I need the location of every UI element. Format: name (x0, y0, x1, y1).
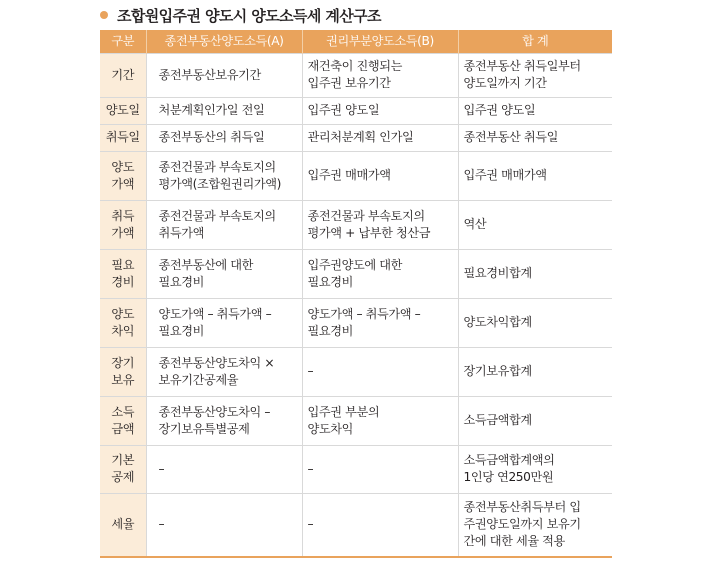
page-title: 조합원입주권 양도시 양도소득세 계산구조 (117, 6, 381, 25)
table-header-row (100, 30, 612, 53)
cell-rights: 관리처분계획 인가일 (302, 124, 458, 151)
cell-rights: 양도가액 – 취득가액 – 필요경비 (302, 298, 458, 347)
table-row (100, 124, 612, 151)
table-row (100, 396, 612, 445)
row-label: 양도 가액 (100, 151, 146, 200)
table-row (100, 53, 612, 97)
row-label: 소득 금액 (100, 396, 146, 445)
cell-total: 종전부동산취득부터 입 주권양도일까지 보유기 간에 대한 세율 적용 (458, 493, 612, 557)
row-label: 필요 경비 (100, 249, 146, 298)
header-rights-gain: 권리부분양도소득(B) (302, 30, 458, 53)
table-row (100, 493, 612, 557)
row-label: 장기 보유 (100, 347, 146, 396)
table-row (100, 97, 612, 124)
table-row (100, 298, 612, 347)
cell-existing: 종전건물과 부속토지의 평가액(조합원권리가액) (146, 151, 302, 200)
cell-existing: – (146, 493, 302, 557)
cell-existing: 종전건물과 부속토지의 취득가액 (146, 200, 302, 249)
cell-existing: 양도가액 – 취득가액 – 필요경비 (146, 298, 302, 347)
cell-existing: – (146, 445, 302, 493)
row-label: 기본 공제 (100, 445, 146, 493)
cell-rights: 입주권 매매가액 (302, 151, 458, 200)
cell-total: 종전부동산 취득일 (458, 124, 612, 151)
cell-rights: 입주권 부분의 양도차익 (302, 396, 458, 445)
cell-total: 양도차익합계 (458, 298, 612, 347)
cell-existing: 종전부동산양도차익 – 장기보유특별공제 (146, 396, 302, 445)
cell-rights: 입주권양도에 대한 필요경비 (302, 249, 458, 298)
table-row (100, 249, 612, 298)
header-category: 구분 (100, 30, 146, 53)
cell-total: 입주권 양도일 (458, 97, 612, 124)
cell-rights: – (302, 493, 458, 557)
cell-existing: 종전부동산양도차익 × 보유기간공제율 (146, 347, 302, 396)
cell-total: 소득금액합계액의 1인당 연250만원 (458, 445, 612, 493)
header-existing-property-gain: 종전부동산양도소득(A) (146, 30, 302, 53)
header-total: 합 계 (458, 30, 612, 53)
cell-existing: 종전부동산에 대한 필요경비 (146, 249, 302, 298)
cell-rights: 입주권 양도일 (302, 97, 458, 124)
row-label: 취득 가액 (100, 200, 146, 249)
row-label: 양도 차익 (100, 298, 146, 347)
tax-calculation-table (100, 30, 612, 558)
cell-total: 입주권 매매가액 (458, 151, 612, 200)
cell-rights: 종전건물과 부속토지의 평가액 + 납부한 청산금 (302, 200, 458, 249)
table-row (100, 445, 612, 493)
row-label: 취득일 (100, 124, 146, 151)
row-label: 양도일 (100, 97, 146, 124)
cell-rights: – (302, 347, 458, 396)
cell-existing: 종전부동산보유기간 (146, 53, 302, 97)
table-row (100, 347, 612, 396)
row-label: 기간 (100, 53, 146, 97)
row-label: 세율 (100, 493, 146, 557)
cell-total: 필요경비합계 (458, 249, 612, 298)
cell-total: 장기보유합계 (458, 347, 612, 396)
cell-rights: – (302, 445, 458, 493)
cell-total: 소득금액합계 (458, 396, 612, 445)
cell-existing: 종전부동산의 취득일 (146, 124, 302, 151)
cell-existing: 처분계획인가일 전일 (146, 97, 302, 124)
cell-total: 역산 (458, 200, 612, 249)
table-row (100, 151, 612, 200)
cell-rights: 재건축이 진행되는 입주권 보유기간 (302, 53, 458, 97)
table-row (100, 200, 612, 249)
bullet-icon (100, 11, 108, 19)
title-row (100, 0, 381, 30)
cell-total: 종전부동산 취득일부터 양도일까지 기간 (458, 53, 612, 97)
